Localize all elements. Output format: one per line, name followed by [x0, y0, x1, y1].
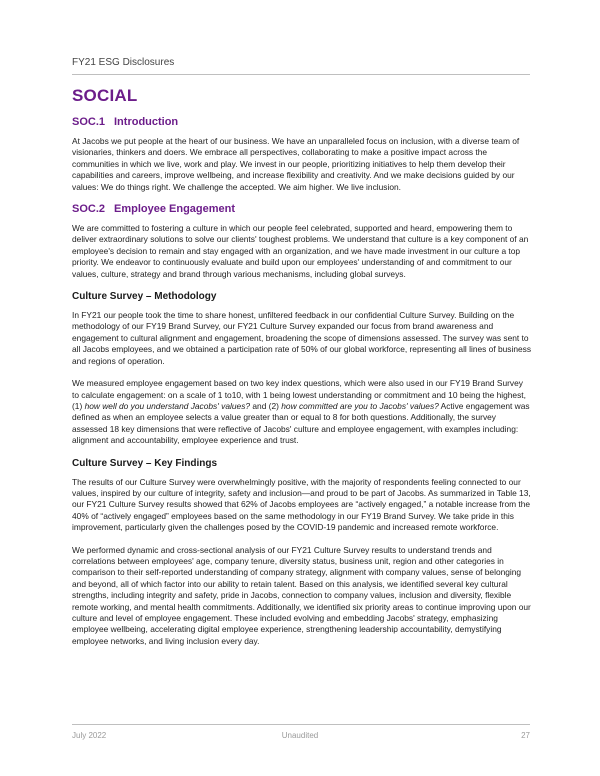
section-title: SOCIAL: [72, 86, 138, 105]
footer-status: Unaudited: [281, 731, 319, 740]
methodology-p2-text-b: and (2): [250, 400, 282, 411]
methodology-paragraph-1: In FY21 our people took the time to share honest, unfiltered feedback in our confidential Culture Survey. Building on the methodology of our FY19 Brand Survey, our FY21 Culture Survey expanded our focus from brand awareness and engagement to cultural alignment and engagement, broadening the scope of dimensions assessed. The survey was sent to all Jacobs employees, and we obtained a participation rate of 50% of our global workforce, representing all lines of business and regions of operation.: [72, 310, 532, 366]
footer-date: July 2022: [72, 731, 107, 740]
methodology-question-2: how committed are you to Jacobs' values?: [281, 400, 439, 411]
methodology-heading: Culture Survey – Methodology: [72, 291, 217, 303]
findings-heading: Culture Survey – Key Findings: [72, 457, 218, 469]
running-header: FY21 ESG Disclosures: [72, 57, 175, 68]
soc1-heading: [72, 116, 532, 129]
methodology-p2-text-a: We measured employee engagement based on two key index questions, which were also used in our FY19 Brand Survey to calculate engagement: on a scale of 1 to10, with 1 being lowest understanding or commitment and 10 being the highest, (1): [72, 378, 526, 411]
findings-paragraph-2: We performed dynamic and cross-sectional analysis of our FY21 Culture Survey results to understand trends and correlations between employees' age, company tenure, diversity status, business unit, region and other categories in comparison to their self-reported understanding of company strategy, alignment with company values, sense of belonging and beyond, all of which factor into our ability to retain talent. Based on this analysis, we identified several key cultural strengths, including integrity and safety, pride in Jacobs, connection to company values, inclusion and diversity, flexible remote working, and mental health commitments. Additionally, we identified six priority areas to continue improving upon our culture and level of employee engagement. These included evolving and embedding Jacobs' strategy, emphasizing employee wellbeing, accelerating digital employee experience, strengthening leadership accountability, demystifying employee networks, and living inclusion every day.: [72, 544, 531, 646]
soc1-title: Introduction: [114, 116, 179, 128]
footer-divider: [72, 724, 530, 725]
soc1-paragraph: At Jacobs we put people at the heart of our business. We have an unparalleled focus on inclusion, with a diverse team of visionaries, thinkers and doers. We embrace all perspectives, collaborating to make a positive impact across the communities in which we live, work and play. We invest in our people, prioritizing initiatives to help them develop their capabilities and careers, improve wellbeing, and increase flexibility and creativity. And we make decisions guided by our values: We do things right. We challenge the accepted. We aim higher. We live inclusion.: [72, 136, 520, 192]
methodology-p2-text-c: Active engagement was defined as when an employee selects a value greater than or equal to 8 for both questions. Additionally, the survey assessed 18 key dimensions that were reflective of Jacobs' culture and employee engagement, with examples including: alignment and accountability, employee experience and trust.: [72, 400, 530, 446]
soc1-number: SOC.1: [72, 116, 106, 128]
page-content: [72, 116, 532, 647]
soc2-title: Employee Engagement: [114, 203, 236, 216]
page-number: 27: [521, 731, 530, 740]
soc2-number: SOC.2: [72, 203, 106, 216]
soc2-paragraph: We are committed to fostering a culture in which our people feel celebrated, supported and heard, empowering them to deliver extraordinary solutions to solve our clients' toughest problems. We understand that culture is a key component of an employee's decision to remain and stay engaged with an organization, and we have made investment in our culture a top priority. We endeavor to continuously evaluate and build upon our employees' understanding of and commitment to our values, culture, strategy and brand through various mechanisms, including global surveys.: [72, 223, 529, 279]
methodology-question-1: how well do you understand Jacobs' values?: [84, 400, 251, 411]
methodology-paragraph-2: [72, 378, 532, 446]
soc2-heading: [72, 203, 532, 216]
header-divider: [72, 74, 530, 75]
findings-paragraph-1: The results of our Culture Survey were overwhelmingly positive, with the majority of respondents feeling connected to our values, inspired by our culture of integrity, safety and inclusion—and proud to be part of Jacobs. As summarized in Table 13, our FY21 Culture Survey results showed that 62% of Jacobs employees are “actively engaged,” a notable increase from the 40% of “actively engaged” employees based on the same methodology in our FY19 Brand Survey. We take pride in this improvement, particularly given the challenges posed by the COVID-19 pandemic and increased remote workforce.: [72, 476, 531, 533]
